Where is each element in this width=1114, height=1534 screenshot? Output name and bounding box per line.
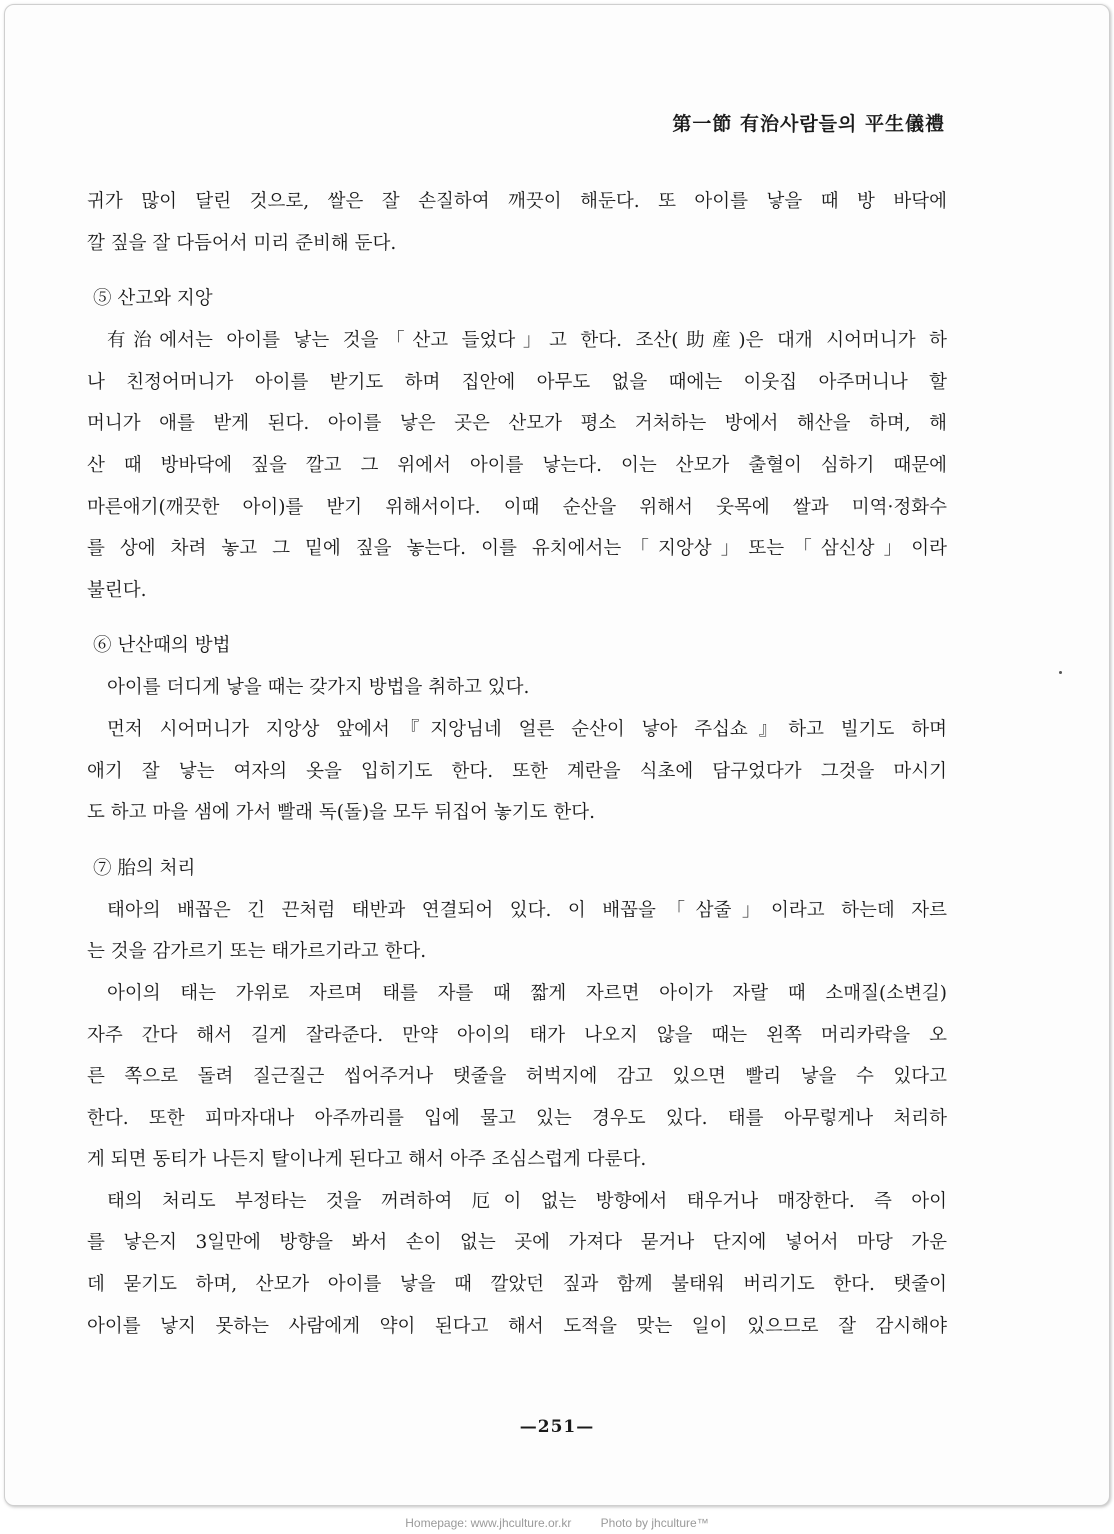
paragraph-line: 깔 짚을 잘 다듬어서 미리 준비해 둔다.	[87, 232, 397, 254]
paragraph-line: 아이의 태는 가위로 자르며 태를 자를 때 짧게 자르면 아이가 자랄 때 소매질(소변길)	[107, 982, 947, 1004]
paragraph-line: 머니가 애를 받게 된다. 아이를 낳은 곳은 산모가 평소 거처하는 방에서 해산을 하며, 해	[87, 413, 947, 435]
page-number: —251—	[519, 1417, 595, 1437]
paragraph-line: 는 것을 감가르기 또는 태가르기라고 한다.	[87, 941, 427, 963]
paragraph-line: 태아의 배꼽은 긴 끈처럼 태반과 연결되어 있다. 이 배꼽을「삼줄」이라고 하는데 자르	[107, 899, 947, 921]
photo-credit: Photo by jhculture™	[600, 1516, 709, 1530]
paragraph-line: 불린다.	[87, 579, 147, 601]
paragraph-line: 른 쪽으로 돌려 질근질근 씹어주거나 탯줄을 허벅지에 감고 있으면 빨리 낳을 수 있다고	[87, 1066, 947, 1088]
paragraph-line: 아이를 더디게 낳을 때는 갖가지 방법을 취하고 있다.	[107, 677, 530, 699]
paragraph-line: 마른애기(깨끗한 아이)를 받기 위해서이다. 이때 순산을 위해서 웃목에 쌀과 미역·정화수	[87, 496, 947, 518]
body-text	[87, 181, 947, 1347]
scan-speck	[1059, 671, 1062, 674]
paragraph-line: 애기 잘 낳는 여자의 옷을 입히기도 한다. 또한 계란을 식초에 담구었다가 그것을 마시기	[87, 760, 947, 782]
paragraph-line: 귀가 많이 달린 것으로, 쌀은 잘 손질하여 깨끗이 해둔다. 또 아이를 낳을 때 방 바닥에	[87, 191, 947, 212]
paragraph-line: 를 상에 차려 놓고 그 밑에 짚을 놓는다. 이를 유치에서는「지앙상」또는「삼신상」이라	[87, 538, 947, 560]
watermark-footer	[0, 1512, 1114, 1534]
paragraph-line: 아이를 낳지 못하는 사람에게 약이 된다고 해서 도적을 맞는 일이 있으므로 잘 감시해야	[87, 1315, 947, 1337]
scanned-page-frame	[4, 4, 1110, 1506]
paragraph-line: 데 묻기도 하며, 산모가 아이를 낳을 때 깔았던 짚과 함께 불태워 버리기도 한다. 탯줄이	[87, 1274, 947, 1296]
section-heading-5: ⑤ 산고와 지앙	[93, 288, 213, 310]
running-header: 第一節 有治사람들의 平生儀禮	[672, 113, 945, 135]
paragraph-line: 도 하고 마을 샘에 가서 빨래 독(돌)을 모두 뒤집어 놓기도 한다.	[87, 802, 596, 824]
paragraph-line: 를 낳은지 3일만에 방향을 봐서 손이 없는 곳에 가져다 묻거나 단지에 넣어서 마당 가운	[87, 1232, 947, 1254]
section-heading-7: ⑦ 胎의 처리	[93, 857, 196, 879]
paragraph-line: 태의 처리도 부정타는 것을 꺼려하여 厄이 없는 방향에서 태우거나 매장한다. 즉 아이	[107, 1190, 947, 1212]
paragraph-line: 먼저 시어머니가 지앙상 앞에서『지앙님네 얼른 순산이 낳아 주십쇼』하고 빌기도 하며	[107, 718, 947, 740]
paragraph-line: 산 때 방바닥에 짚을 깔고 그 위에서 아이를 낳는다. 이는 산모가 출혈이 심하기 때문에	[87, 454, 947, 476]
paragraph-line: 자주 간다 해서 길게 잘라준다. 만약 아이의 태가 나오지 않을 때는 왼쪽 머리카락을 오	[87, 1024, 947, 1046]
homepage-credit: Homepage: www.jhculture.or.kr	[405, 1516, 572, 1530]
section-heading-6: ⑥ 난산때의 방법	[93, 635, 231, 657]
paragraph-line: 나 친정어머니가 아이를 받기도 하며 집안에 아무도 없을 때에는 이웃집 아주머니나 할	[87, 371, 947, 393]
paragraph-line: 게 되면 동티가 나든지 탈이나게 된다고 해서 아주 조심스럽게 다룬다.	[87, 1149, 647, 1171]
paragraph-line: 有治에서는 아이를 낳는 것을「산고 들었다」고 한다. 조산(助産)은 대개 시어머니가 하	[107, 330, 947, 352]
paragraph-line: 한다. 또한 피마자대나 아주까리를 입에 물고 있는 경우도 있다. 태를 아무렇게나 처리하	[87, 1107, 947, 1129]
book-page	[5, 5, 1109, 1505]
